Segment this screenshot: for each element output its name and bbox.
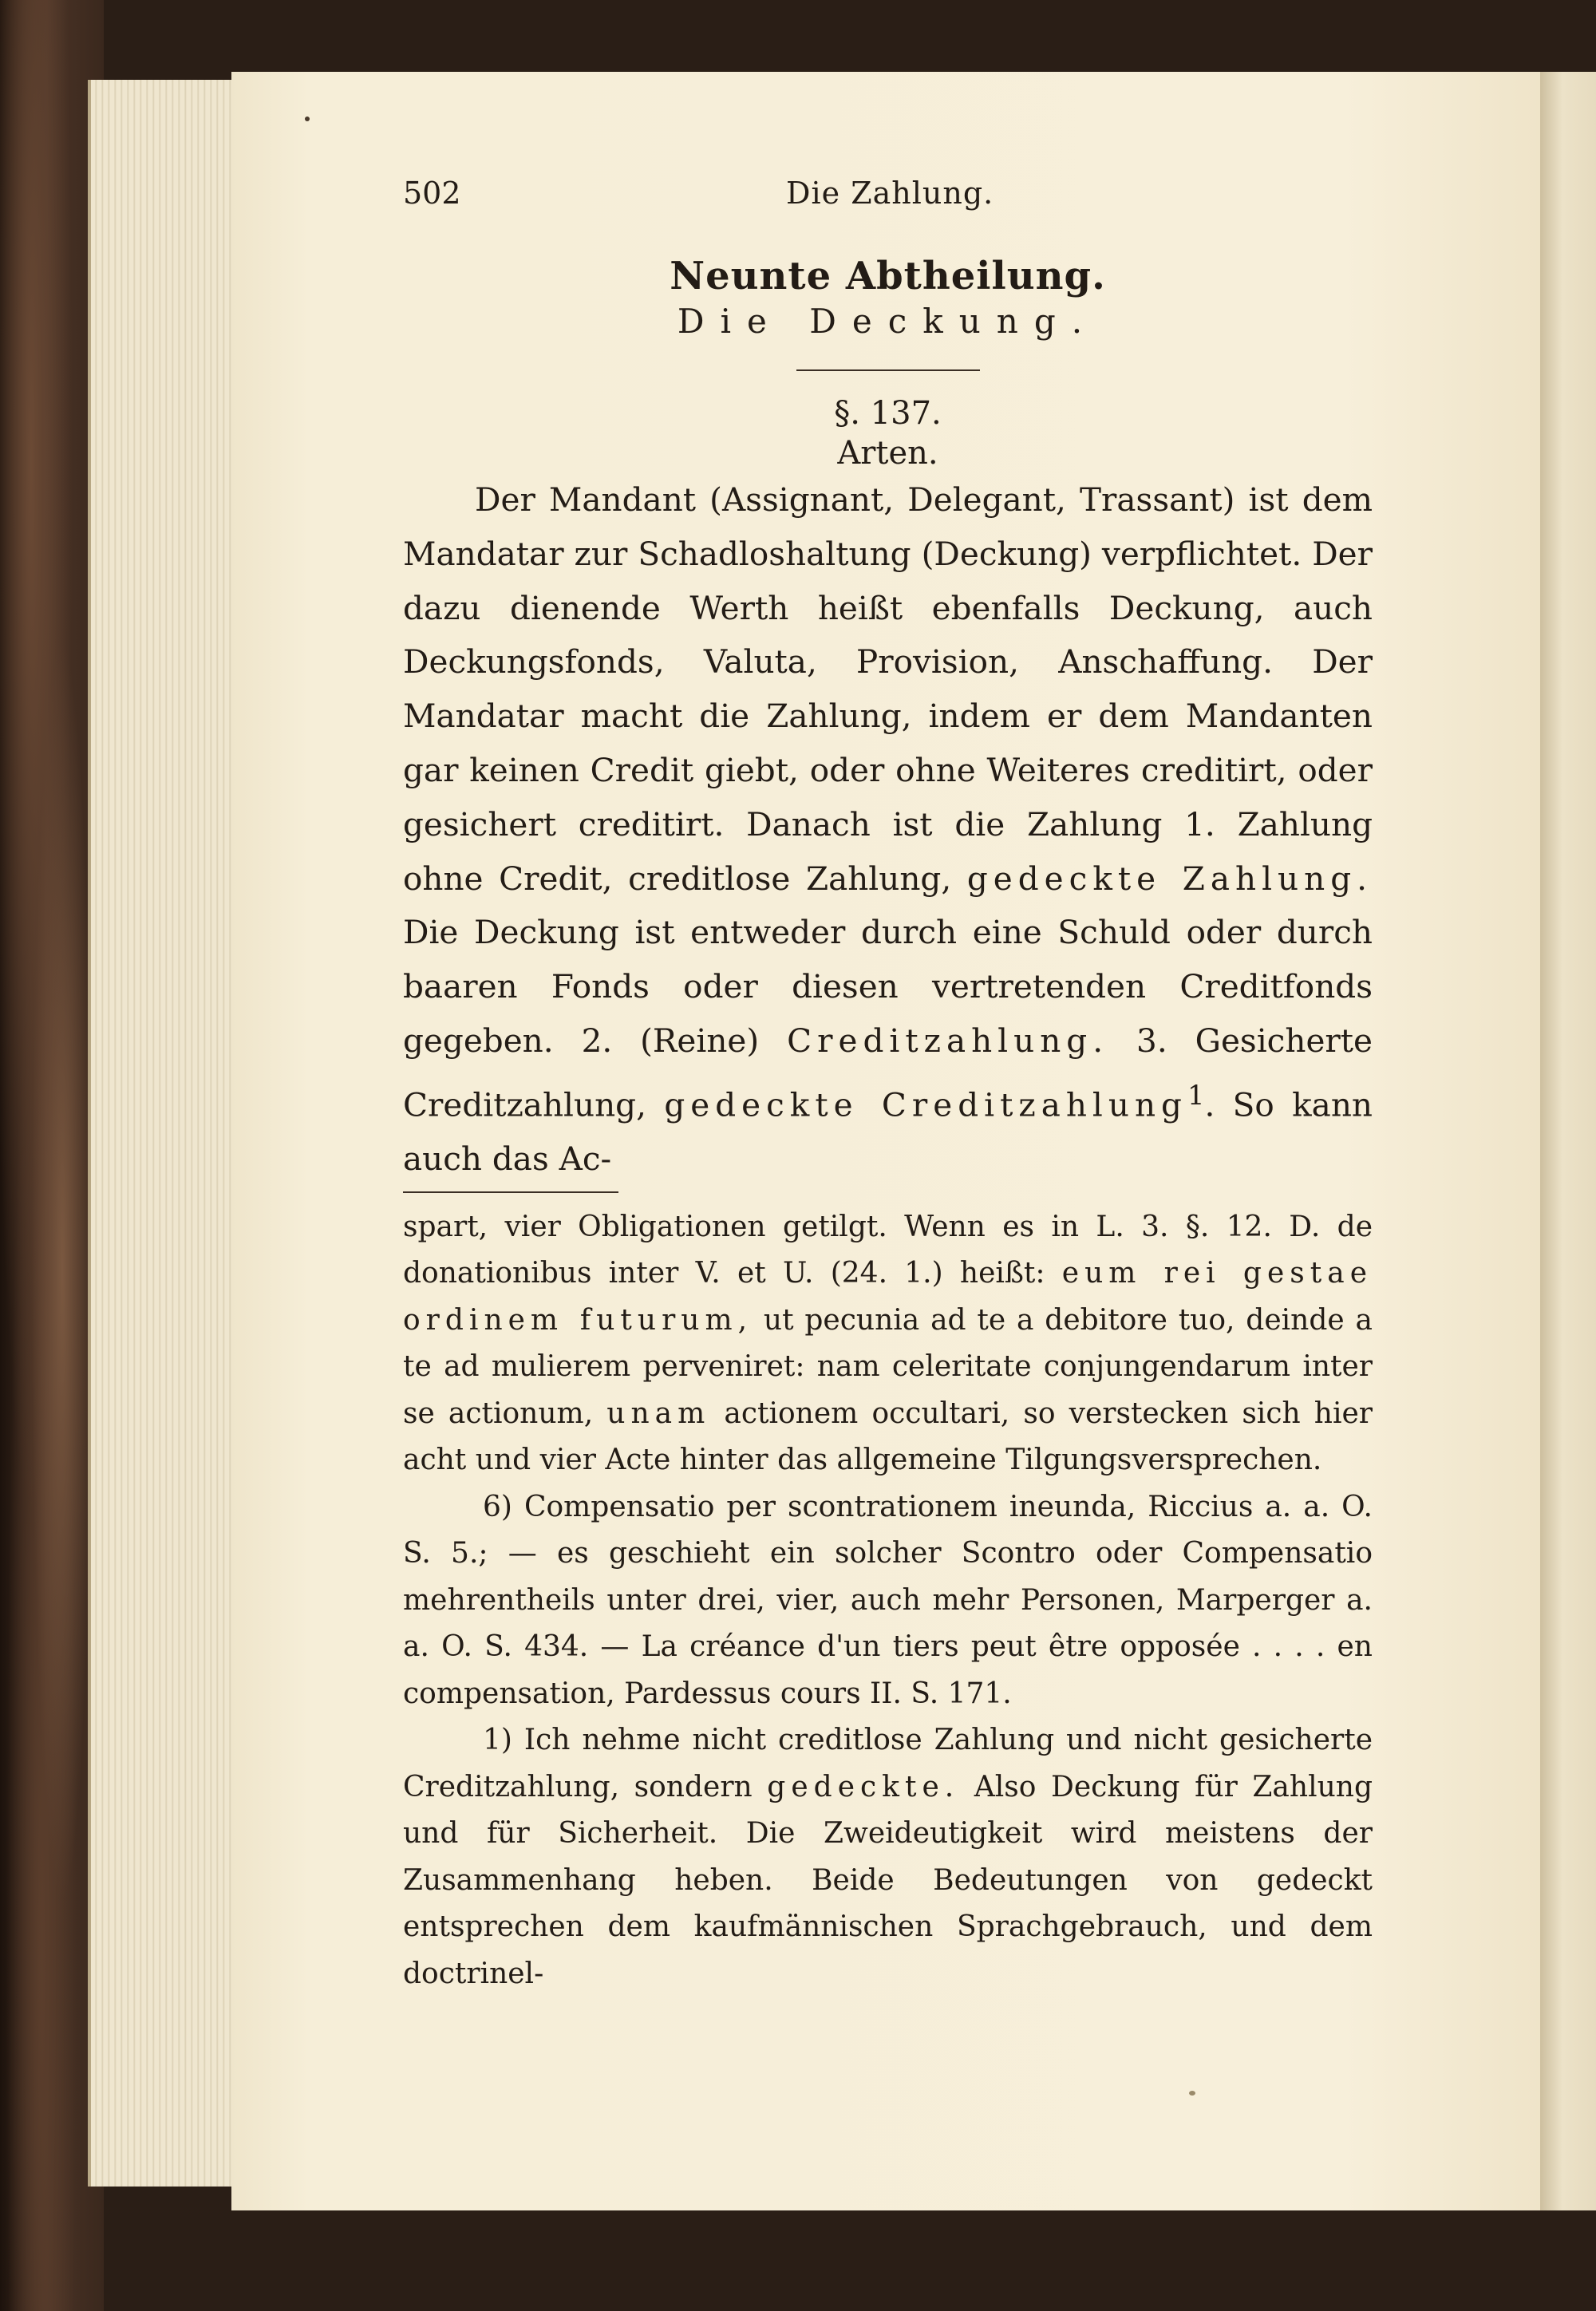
ink-speck: [305, 117, 310, 121]
emphasis-creditzahlung: Creditzahlung.: [787, 1021, 1109, 1060]
ink-speck: [1189, 2091, 1195, 2096]
emphasis-gedeckte-zahlung: gedeckte Zahlung.: [966, 859, 1373, 898]
page-header: [403, 176, 1373, 223]
footnote-continuation: spart, vier Obligationen getilgt. Wenn es in L. 3. §. 12. D. de donationibus inter V. et U. (24. 1.) heißt: eum rei gestae ordinem futurum, ut pecunia ad te a debitore tuo, deinde a te ad mulierem perveniret: nam celeritate conjungendarum inter se actionum, unam actionem occultari, so verstecken sich hier acht und vier Acte hinter das allgemeine Tilgungsversprechen.: [403, 1210, 1373, 1477]
footnote-ref: 1: [1187, 1079, 1205, 1111]
page-number: 502: [403, 176, 461, 211]
section-number: §. 137.: [834, 395, 942, 432]
divider-rule: [796, 369, 980, 371]
division-title: Neunte Abtheilung.: [670, 254, 1106, 298]
running-title: Die Zahlung.: [786, 176, 994, 211]
facing-page-edge: [1540, 72, 1596, 2210]
division-subtitle: Die Deckung.: [677, 302, 1099, 341]
body-paragraph: Der Mandant (Assignant, Delegant, Trassant) ist dem Mandatar zur Schadloshaltung (Deckung) verpflichtet. Der dazu dienende Werth heißt ebenfalls Deckung, auch Deckungsfonds, Valuta, Provision, Anschaffung. Der Mandatar macht die Zahlung, indem er dem Mandanten gar keinen Credit giebt, oder ohne Weiteres creditirt, oder gesichert creditirt. Danach ist die Zahlung 1. Zahlung ohne Credit, creditlose Zahlung, gedeckte Zahlung. Die Deckung ist entweder durch eine Schuld oder durch baaren Fonds oder diesen vertretenden Creditfonds gegeben. 2. (Reine) Creditzahlung. 3. Gesicherte Creditzahlung, gedeckte Creditzahlung$^1$. So kann auch das Ac-: [403, 480, 1373, 1179]
footnote-1: 1) Ich nehme nicht creditlose Zahlung und nicht gesicherte Creditzahlung, sondern gedeckte. Also Deckung für Zahlung und für Sicherheit. Die Zweideutigkeit wird meistens der Zusammenhang heben. Beide Bedeutungen von gedeckt entsprechen dem kaufmännischen Sprachgebrauch, und dem doctrinel-: [403, 1724, 1373, 1990]
footnotes: [403, 1204, 1373, 1998]
main-text: [403, 473, 1373, 1187]
section-title: Arten.: [837, 435, 938, 472]
footnote-6: 6) Compensatio per scontrationem ineunda, Riccius a. a. O. S. 5.; — es geschieht ein solcher Scontro oder Compensatio mehrentheils unter drei, vier, auch mehr Personen, Marperger a. a. O. S. 434. — La créance d'un tiers peut être opposée . . . . en compensation, Pardessus cours II. S. 171.: [403, 1490, 1373, 1710]
emphasis-gedeckte-creditzahlung: gedeckte Creditzahlung: [664, 1085, 1187, 1124]
footnote-rule: [403, 1191, 618, 1193]
page-content: [403, 176, 1373, 1997]
page-edges: [88, 80, 235, 2187]
